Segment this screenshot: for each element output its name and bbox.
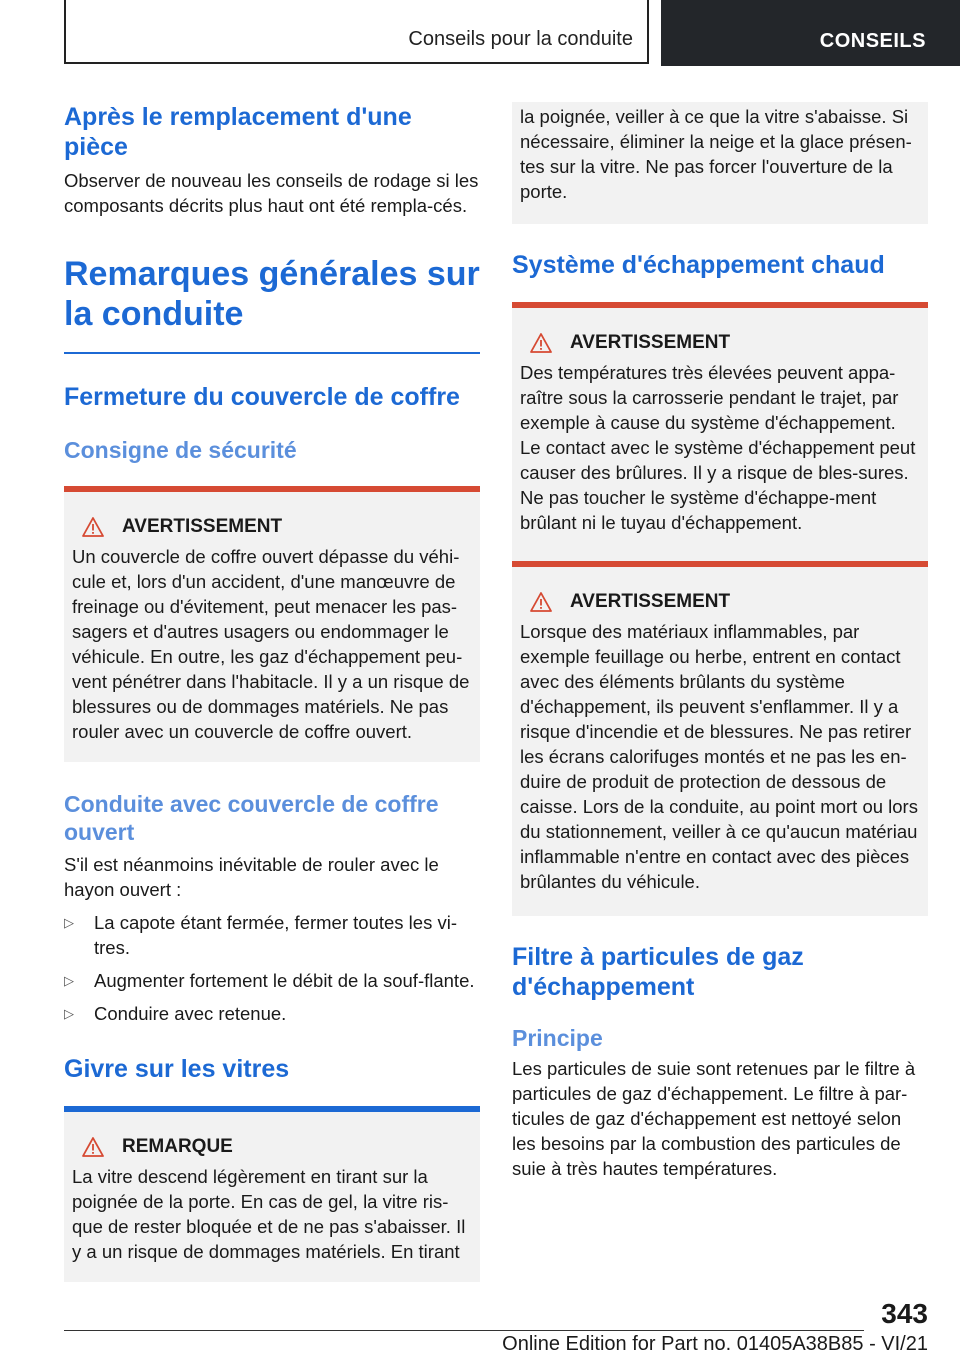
list-item: ▷ Augmenter fortement le débit de la souf-flante. (64, 970, 475, 991)
heading-givre-vitres: Givre sur les vitres (64, 1055, 290, 1083)
page-number: 343 (881, 1298, 928, 1329)
warning-box-coffre (64, 486, 480, 762)
warning-title (520, 591, 920, 613)
triangle-bullet-icon: ▷ (64, 915, 74, 930)
section-title: Conseils pour la conduite (408, 27, 633, 50)
triangle-bullet-icon: ▷ (64, 1006, 74, 1021)
warning-title (520, 332, 920, 354)
warning-triangle-icon (82, 517, 104, 537)
notice-text-continued: la poignée, veiller à ce que la vitre s'abaisse. Si nécessaire, éliminer la neige et la glace présen-tes sur la vitre. Ne pas forcer l'ouverture de la porte. (520, 106, 912, 202)
warning-label: AVERTISSEMENT (122, 516, 283, 537)
running-header-section (64, 0, 649, 64)
notice-triangle-icon (82, 1137, 104, 1157)
footer-edition: Online Edition for Part no. 01405A38B85 - VI/21 (502, 1333, 928, 1355)
heading-rule (64, 352, 480, 354)
warning-text: Un couvercle de coffre ouvert dépasse du véhi-cule et, lors d'un accident, d'une manœuvre de freinage ou d'évitement, peut menacer les pas-sagers et d'autres usagers ou endommager le véhicule. En outre, les gaz d'échappement peu-vent pénétrer dans l'habitacle. Il y a un risque de blessures ou de dommages matériels. Ne pas rouler avec un couvercle de coffre ouvert. (72, 546, 470, 742)
warning-title (72, 516, 472, 538)
warning-text: Des températures très élevées peuvent appa-raître sous la carrosserie pendant le trajet, par exemple à cause du système d'échappement. Le contact avec le système d'échappement peut causer des brûlures. Il y a risque de bles-sures. Ne pas toucher le système d'échappe-ment brûlant ni le tuyau d'échappement. (520, 362, 916, 533)
triangle-bullet-icon: ▷ (64, 973, 74, 988)
warning-text: Lorsque des matériaux inflammables, par exemple feuillage ou herbe, entrent en contact avec des éléments brûlants du système d'échappement, ils peuvent s'enflammer. Il y a risque d'incendie et de blessures. Ne pas retirer les écrans calorifuges montés et ne pas les en-duire de produit de protection de dessous de caisse. Lors de la conduite, au point mort ou lors du stationnement, veiller à ce qu'aucun matériau inflammable n'entre en contact avec des pièces brûlantes du véhicule. (520, 621, 918, 892)
notice-text: La vitre descend légèrement en tirant sur la poignée de la porte. En cas de gel, la vitre ris-que de rester bloquée et de ne pas s'abaisser. Il y a un risque de dommages matériels. En tirant (72, 1166, 466, 1262)
warning-box-echappement-1 (512, 302, 928, 561)
notice-box-continued (512, 102, 928, 224)
notice-box-givre (64, 1106, 480, 1282)
notice-label: REMARQUE (122, 1136, 233, 1157)
heading-conduite-coffre-ouvert: Conduite avec couvercle de coffre ouvert (64, 791, 439, 845)
paragraph-principe: Les particules de suie sont retenues par le filtre à particules de gaz d'échappement. Le filtre à par-ticules de gaz d'échappement est nettoyé selon les besoins par la combustion des particules de suie à très hautes températures. (512, 1058, 916, 1179)
paragraph-apres-remplacement: Observer de nouveau les conseils de rodage si les composants décrits plus haut ont été rempla-cés. (64, 170, 479, 216)
bullet-list (64, 910, 480, 1026)
heading-filtre-particules: Filtre à particules de gaz d'échappement (512, 943, 804, 1001)
left-column (64, 100, 480, 1282)
heading-fermeture-coffre: Fermeture du couvercle de coffre (64, 383, 460, 411)
warning-label: AVERTISSEMENT (570, 591, 731, 612)
right-column (512, 102, 928, 1181)
warning-triangle-icon (530, 592, 552, 612)
chapter-label: CONSEILS (819, 29, 926, 52)
heading-consigne-securite: Consigne de sécurité (64, 437, 297, 463)
notice-title (72, 1136, 472, 1158)
paragraph-conduite-coffre-ouvert: S'il est néanmoins inévitable de rouler avec le hayon ouvert : (64, 854, 439, 900)
footer-rule (64, 1330, 864, 1331)
warning-triangle-icon (530, 333, 552, 353)
list-item: ▷ Conduire avec retenue. (64, 1003, 287, 1024)
running-header-chapter (661, 0, 960, 66)
heading-apres-remplacement: Après le remplacement d'une pièce (64, 103, 412, 161)
list-item: ▷ La capote étant fermée, fermer toutes les vi-tres. (64, 912, 457, 958)
warning-label: AVERTISSEMENT (570, 332, 731, 353)
heading-principe: Principe (512, 1025, 603, 1051)
heading-remarques-generales: Remarques générales sur la conduite (64, 255, 480, 333)
warning-box-echappement-2 (512, 561, 928, 916)
heading-systeme-echappement: Système d'échappement chaud (512, 251, 885, 279)
